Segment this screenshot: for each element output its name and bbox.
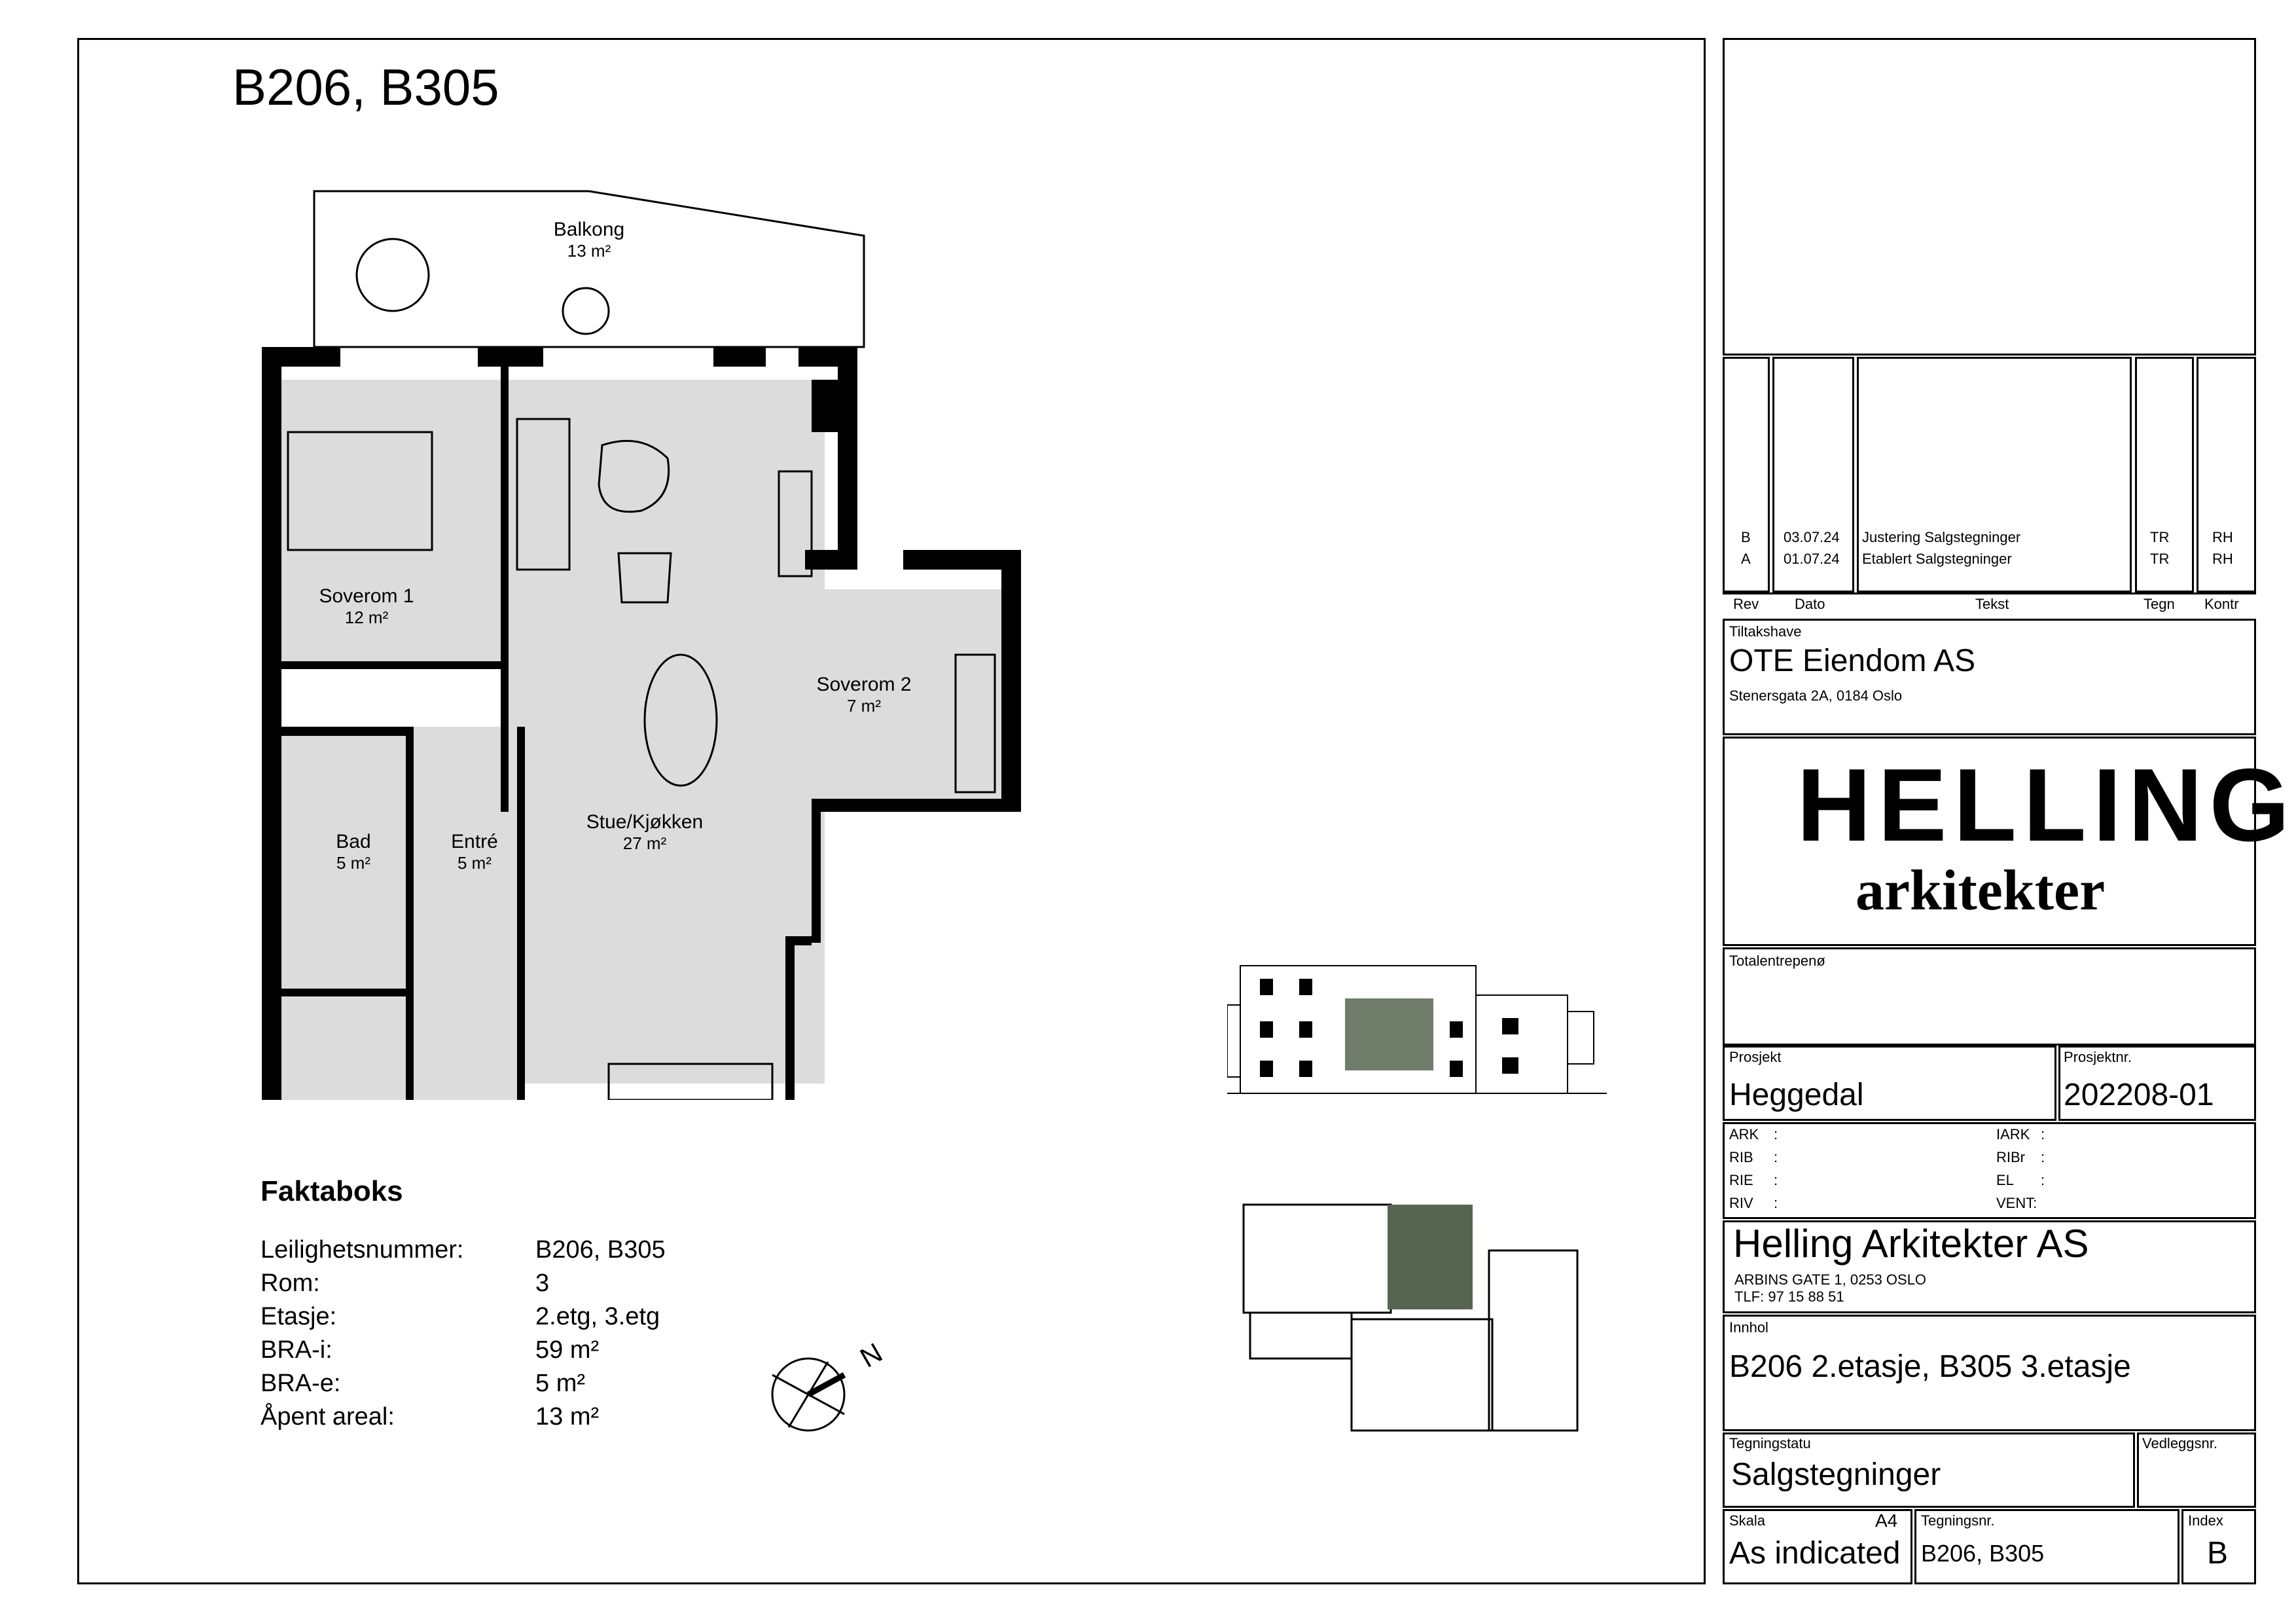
discipline-code: IARK [1996, 1126, 2030, 1142]
index-label: Index [2188, 1512, 2223, 1529]
discipline-code: RIV [1729, 1195, 1753, 1211]
revision-drawn: TR [2150, 529, 2170, 545]
factbox-label: Rom: [260, 1269, 320, 1297]
factbox-value: 13 m² [535, 1403, 600, 1431]
rev-header-drawn: Tegn [2144, 596, 2175, 612]
factbox-value: 5 m² [535, 1370, 585, 1397]
floor-plan [249, 183, 1021, 1100]
client-address: Stenersgata 2A, 0184 Oslo [1729, 687, 1903, 704]
client-name: OTE Eiendom AS [1729, 644, 1976, 678]
sheet-title: B206, B305 [232, 58, 499, 116]
discipline-code: RIE [1729, 1172, 1753, 1188]
room-bad-name: Bad [336, 831, 371, 852]
disciplines-cell [1723, 1122, 2256, 1219]
room-soverom2-name: Soverom 2 [816, 674, 912, 695]
project-name: Heggedal [1729, 1078, 1864, 1112]
revision-text: Justering Salgstegninger [1862, 529, 2021, 545]
rev-header-date: Dato [1795, 596, 1825, 612]
soverom2-floor [798, 589, 1021, 805]
content-label: Innhol [1729, 1319, 1768, 1336]
discipline-colon: : [2041, 1126, 2045, 1142]
factbox-label: Åpent areal: [260, 1403, 395, 1431]
plan-key-highlight [1388, 1205, 1473, 1309]
project-no: 202208-01 [2064, 1078, 2214, 1112]
revision-drawn: TR [2150, 551, 2170, 567]
elevation-highlight [1345, 998, 1433, 1070]
logo-arkitekter: arkitekter [1856, 859, 2106, 922]
architect-phone: TLF: 97 15 88 51 [1734, 1288, 1844, 1305]
north-arrow [759, 1336, 903, 1453]
discipline-colon: : [1774, 1172, 1778, 1188]
scale-value: As indicated [1729, 1536, 1901, 1571]
room-balkong-name: Balkong [553, 219, 625, 240]
discipline-code: VENT: [1996, 1195, 2037, 1211]
room-soverom1-area: 12 m² [344, 608, 389, 627]
revision-date: 01.07.24 [1784, 551, 1840, 567]
factbox-value: 2.etg, 3.etg [535, 1303, 660, 1330]
balcony-outline [314, 191, 864, 347]
contractor-label: Totalentrepenø [1729, 953, 1825, 969]
plan-key [1230, 1178, 1597, 1457]
revision-checked: RH [2212, 551, 2233, 567]
index-value: B [2207, 1536, 2229, 1571]
rev-header-checked: Kontr [2204, 596, 2239, 612]
room-stue-area: 27 m² [622, 833, 667, 853]
factbox-label: Etasje: [260, 1303, 337, 1330]
discipline-colon: : [1774, 1126, 1778, 1142]
title-block-top [1723, 38, 2256, 356]
architect-name: Helling Arkitekter AS [1733, 1222, 2089, 1266]
discipline-code: RIB [1729, 1149, 1753, 1165]
rev-header-text: Tekst [1975, 596, 2009, 612]
north-label: N [855, 1336, 888, 1374]
revision-rev: A [1741, 551, 1751, 567]
logo-helling: HELLING [1797, 748, 2296, 863]
paper-size: A4 [1875, 1510, 1898, 1531]
discipline-colon: : [1774, 1149, 1778, 1165]
discipline-colon: : [2041, 1172, 2045, 1188]
factbox-label: BRA-i: [260, 1336, 332, 1364]
status-value: Salgstegninger [1731, 1457, 1941, 1492]
scale-label: Skala [1729, 1512, 1766, 1529]
architect-address: ARBINS GATE 1, 0253 OSLO [1734, 1271, 1927, 1288]
discipline-colon: : [2041, 1149, 2045, 1165]
stue-floor [504, 380, 825, 1084]
discipline-code: ARK [1729, 1126, 1759, 1142]
attachment-label: Vedleggsnr. [2142, 1435, 2217, 1451]
revision-rev: B [1741, 529, 1751, 545]
project-label: Prosjekt [1729, 1049, 1782, 1065]
factbox-label: BRA-e: [260, 1370, 341, 1397]
factbox-title: Faktaboks [260, 1175, 403, 1207]
client-label: Tiltakshave [1729, 623, 1802, 640]
status-label: Tegningstatu [1729, 1435, 1811, 1451]
drawing-no-label: Tegningsnr. [1921, 1512, 1995, 1529]
room-entre-name: Entré [451, 831, 498, 852]
factbox-value: B206, B305 [535, 1236, 666, 1264]
room-entre-area: 5 m² [457, 853, 492, 873]
drawing-no: B206, B305 [1921, 1540, 2045, 1567]
soverom1-floor [278, 380, 504, 668]
room-balkong-area: 13 m² [567, 241, 611, 261]
rev-header-rev: Rev [1733, 596, 1759, 612]
revision-text: Etablert Salgstegninger [1862, 551, 2012, 567]
revision-checked: RH [2212, 529, 2233, 545]
discipline-colon: : [1774, 1195, 1778, 1211]
rev-header-line [1723, 593, 2256, 594]
factbox-label: Leilighetsnummer: [260, 1236, 464, 1264]
elevation-key [1227, 959, 1607, 1097]
factbox-value: 59 m² [535, 1336, 600, 1364]
room-stue-name: Stue/Kjøkken [586, 811, 704, 833]
discipline-code: RIBr [1996, 1149, 2025, 1165]
project-no-label: Prosjektnr. [2064, 1049, 2132, 1065]
factbox-value: 3 [535, 1269, 550, 1297]
discipline-code: EL [1996, 1172, 2014, 1188]
bad-floor [278, 727, 422, 1100]
room-soverom1-name: Soverom 1 [319, 585, 414, 607]
content-value: B206 2.etasje, B305 3.etasje [1729, 1349, 2131, 1384]
revision-date: 03.07.24 [1784, 529, 1840, 545]
room-soverom2-area: 7 m² [847, 696, 881, 716]
room-bad-area: 5 m² [336, 853, 370, 873]
